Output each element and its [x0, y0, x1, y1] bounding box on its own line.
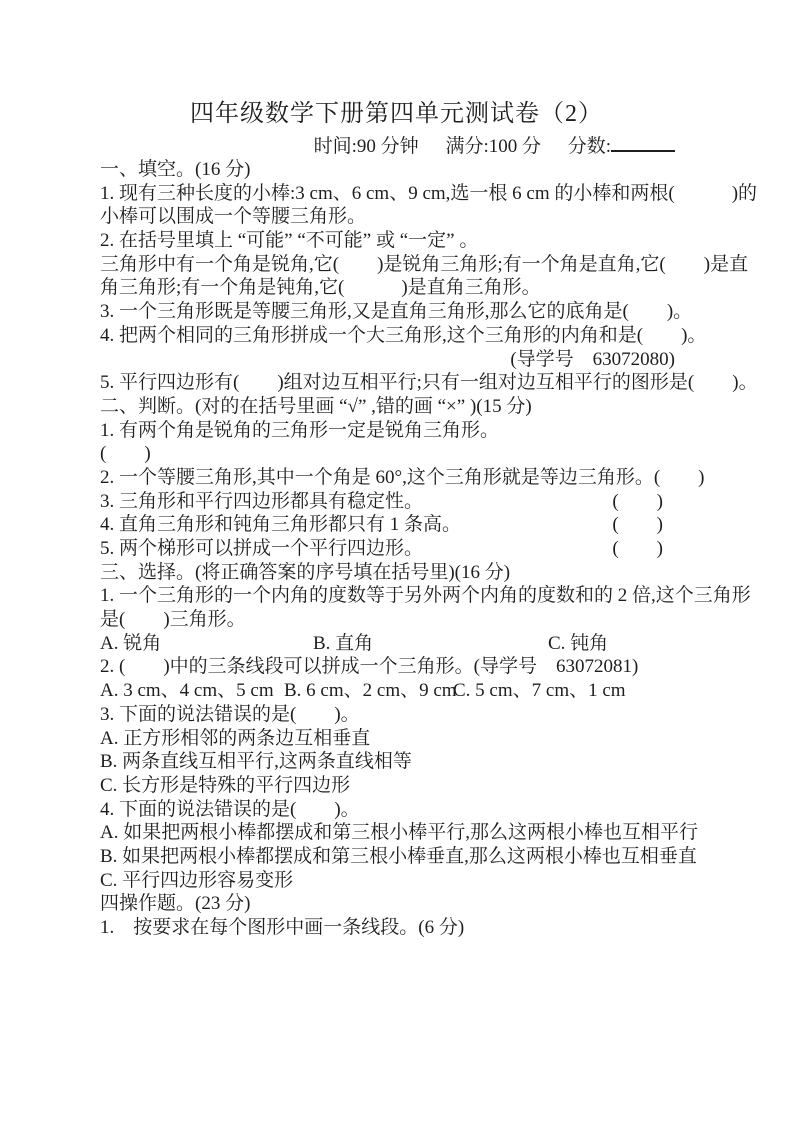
fill-q5: 5. 平行四边形有( )组对边互相平行;只有一组对边互相平行的图形是( )。: [100, 372, 758, 394]
choice-q1-options: [100, 632, 697, 656]
judge-q2: [100, 466, 705, 490]
fill-q2-line3: 角三角形;有一个角是钝角,它( )是直角三角形。: [100, 277, 541, 299]
judge-q5: [100, 537, 697, 561]
choice-q2-options: [100, 679, 697, 703]
operate-q1: 1. 按要求在每个图形中画一条线段。(6 分): [100, 917, 465, 938]
fill-q2-line2: 三角形中有一个角是锐角,它( )是锐角三角形;有一个角是直角,它( )是直: [100, 253, 749, 275]
choice-q4-option-b: B. 如果把两根小棒都摆成和第三根小棒垂直,那么这两根小棒也互相垂直: [100, 845, 697, 867]
judge-q4-text: 4. 直角三角形和钝角三角形都只有 1 条高。: [100, 514, 462, 536]
fill-q2-line1: 2. 在括号里填上 “可能” “不可能” 或 “一定” 。: [100, 230, 479, 252]
exam-meta-row: [100, 134, 675, 158]
choice-q1-option-a: A. 锐角: [100, 632, 162, 654]
choice-q2: 2. ( )中的三条线段可以拼成一个三角形。(导学号 63072081): [100, 656, 639, 678]
judge-q3-text: 3. 三角形和平行四边形都具有稳定性。: [100, 490, 424, 512]
judge-q4: [100, 513, 697, 537]
choice-q2-option-c: C. 5 cm、7 cm、1 cm: [453, 680, 626, 702]
choice-q3-option-c: C. 长方形是特殊的平行四边形: [100, 774, 351, 796]
fill-q4-study-number: (导学号 63072080): [510, 348, 675, 370]
judge-q5-text: 5. 两个梯形可以拼成一个平行四边形。: [100, 538, 424, 559]
judge-q4-bracket: ( ): [612, 514, 663, 536]
choice-q1-option-c: C. 钝角: [548, 632, 609, 654]
exam-full-score: 满分:100 分: [445, 136, 541, 157]
section-choice-heading: 三、选择。(将正确答案的序号填在括号里)(16 分): [100, 561, 511, 583]
judge-q1-text: 1. 有两个角是锐角的三角形一定是锐角三角形。: [100, 419, 500, 441]
score-blank-line: [611, 134, 675, 152]
fill-q3: 3. 一个三角形既是等腰三角形,又是直角三角形,那么它的底角是( )。: [100, 301, 693, 323]
choice-q4: 4. 下面的说法错误的是( )。: [100, 798, 360, 820]
page-title: 四年级数学下册第四单元测试卷（2）: [190, 101, 603, 127]
judge-q3-bracket: ( ): [612, 490, 663, 512]
fill-q4: 4. 把两个相同的三角形拼成一个大三角形,这个三角形的内角和是( )。: [100, 324, 707, 346]
choice-q3-option-a: A. 正方形相邻的两条边互相垂直: [100, 727, 371, 749]
section-operate-heading: 四操作题。(23 分): [100, 893, 251, 915]
judge-q2-bracket: ( ): [653, 466, 705, 488]
choice-q2-option-b: B. 6 cm、2 cm、9 cm: [284, 680, 457, 702]
paper-body: [100, 158, 758, 940]
section-fill-heading: 一、填空。(16 分): [100, 159, 251, 180]
judge-q3: [100, 490, 697, 514]
section-judge-heading: 二、判断。(对的在括号里画 “√” ,错的画 “×” )(15 分): [100, 395, 532, 417]
choice-q3-option-b: B. 两条直线互相平行,这两条直线相等: [100, 751, 412, 773]
choice-q1-line2: 是( )三角形。: [100, 609, 246, 631]
judge-q2-text: 2. 一个等腰三角形,其中一个角是 60°,这个三角形就是等边三角形。: [100, 466, 654, 488]
judge-q1-bracket: ( ): [100, 443, 151, 465]
choice-q1-line1: 1. 一个三角形的一个内角的度数等于另外两个内角的度数和的 2 倍,这个三角形: [100, 585, 751, 607]
fill-q1-line2: 小棒可以围成一个等腰三角形。: [100, 206, 367, 228]
judge-q5-bracket: ( ): [612, 538, 663, 559]
choice-q4-option-a: A. 如果把两根小棒都摆成和第三根小棒平行,那么这两根小棒也互相平行: [100, 822, 698, 844]
choice-q3: 3. 下面的说法错误的是( )。: [100, 703, 360, 725]
choice-q1-option-b: B. 直角: [313, 632, 374, 654]
exam-time: 时间:90 分钟: [313, 136, 419, 157]
fill-q1-line1: 1. 现有三种长度的小棒:3 cm、6 cm、9 cm,选一根 6 cm 的小棒和两根( )的: [100, 182, 758, 204]
choice-q4-option-c: C. 平行四边形容易变形: [100, 869, 294, 891]
score-label: 分数:: [567, 136, 611, 157]
choice-q2-option-a: A. 3 cm、4 cm、5 cm: [100, 680, 274, 702]
